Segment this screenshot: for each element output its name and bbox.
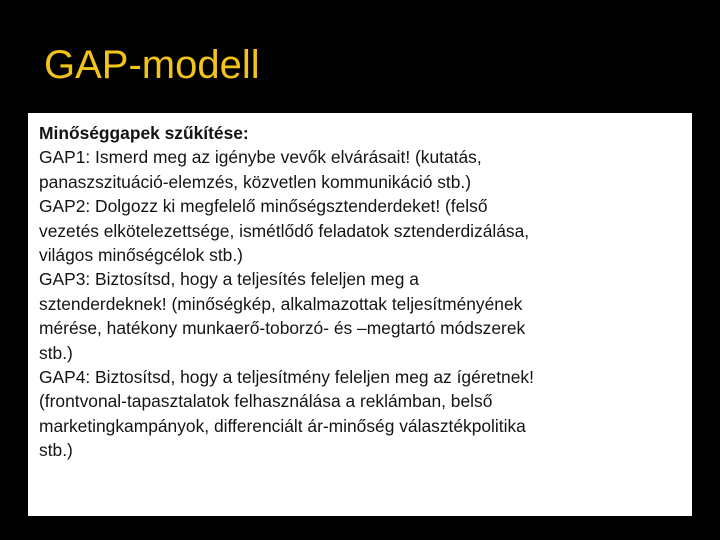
body-line-gap4-c: marketingkampányok, differenciált ár-minőség választékpolitika: [39, 415, 526, 436]
body-line-gap4-a: GAP4: Biztosítsd, hogy a teljesítmény feleljen meg az ígéretnek!: [39, 367, 534, 388]
body-line-gap2-c: világos minőségcélok stb.): [39, 245, 243, 266]
content-box: [28, 113, 692, 516]
body-line-gap3-b: sztenderdeknek! (minőségkép, alkalmazottak teljesítményének: [39, 293, 523, 314]
body-line-gap3-c: mérése, hatékony munkaerő-toborzó- és –megtartó módszerek: [39, 318, 526, 339]
body-line-gap2-b: vezetés elkötelezettsége, ismétlődő feladatok sztenderdizálása,: [39, 220, 530, 241]
body-text: [39, 121, 689, 463]
body-line-gap3-a: GAP3: Biztosítsd, hogy a teljesítés feleljen meg a: [39, 269, 419, 290]
body-line-gap1-b: panaszszituáció-elemzés, közvetlen kommunikáció stb.): [39, 171, 472, 192]
slide-title: GAP-modell: [44, 43, 260, 87]
body-line-gap1-a: GAP1: Ismerd meg az igénybe vevők elvárásait! (kutatás,: [39, 147, 482, 168]
body-heading: Minőséggapek szűkítése:: [39, 123, 249, 143]
body-line-gap4-d: stb.): [39, 440, 73, 461]
body-line-gap3-d: stb.): [39, 342, 73, 363]
body-line-gap2-a: GAP2: Dolgozz ki megfelelő minőségsztenderdeket! (felső: [39, 196, 488, 217]
body-line-gap4-b: (frontvonal-tapasztalatok felhasználása a reklámban, belső: [39, 391, 493, 412]
